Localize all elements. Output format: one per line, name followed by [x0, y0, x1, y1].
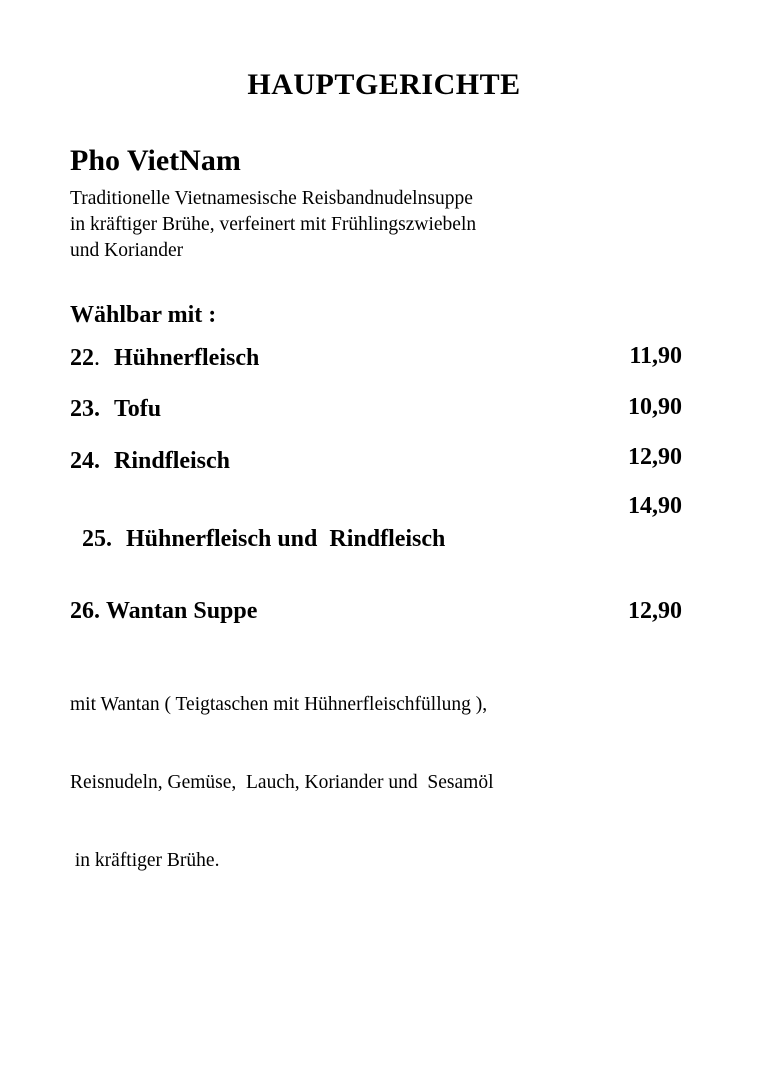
menu-item-number-suffix: . — [94, 448, 100, 474]
pho-description-line: und Koriander — [70, 240, 184, 261]
wantan-description-line: in kräftiger Brühe. — [70, 850, 220, 871]
pho-description-line: in kräftiger Brühe, verfeinert mit Frühlingszwiebeln — [70, 214, 477, 235]
pho-description — [70, 186, 476, 264]
menu-item-price: 11,90 — [629, 343, 682, 369]
menu-item-number-suffix: . — [94, 396, 100, 422]
menu-item-price: 10,90 — [628, 394, 682, 420]
menu-item-price: 14,90 — [628, 493, 682, 519]
pho-description-line: Traditionelle Vietnamesische Reisbandnudelnsuppe — [70, 188, 473, 209]
menu-item-name: Hühnerfleisch und Rindfleisch — [126, 526, 446, 552]
menu-item-price: 12,90 — [628, 444, 682, 470]
wantan-price: 12,90 — [628, 598, 682, 624]
wantan-title — [70, 598, 257, 625]
menu-item-number-suffix: . — [106, 526, 112, 552]
wantan-description-line: Reisnudeln, Gemüse, Lauch, Koriander und Sesamöl — [70, 772, 494, 793]
menu-item-24 — [70, 448, 230, 475]
menu-item-23 — [70, 396, 161, 423]
menu-item-name: Hühnerfleisch — [114, 345, 260, 371]
wantan-name: Wantan Suppe — [106, 598, 258, 624]
pho-title: Pho VietNam — [70, 144, 241, 177]
menu-item-number: 25 — [82, 526, 106, 552]
menu-item-name: Tofu — [114, 396, 162, 422]
menu-item-name: Rindfleisch — [114, 448, 231, 474]
page-title: HAUPTGERICHTE — [247, 68, 521, 101]
menu-item-number: 24 — [70, 448, 94, 474]
wantan-description-line: mit Wantan ( Teigtaschen mit Hühnerfleischfüllung ), — [70, 694, 488, 715]
choose-label: Wählbar mit : — [70, 302, 217, 328]
menu-item-22 — [70, 345, 259, 372]
menu-item-number-suffix: . — [94, 345, 100, 371]
menu-item-number: 22 — [70, 345, 94, 371]
wantan-description — [70, 640, 494, 900]
wantan-number: 26. — [70, 598, 100, 624]
menu-item-25 — [70, 499, 445, 553]
menu-item-number: 23 — [70, 396, 94, 422]
